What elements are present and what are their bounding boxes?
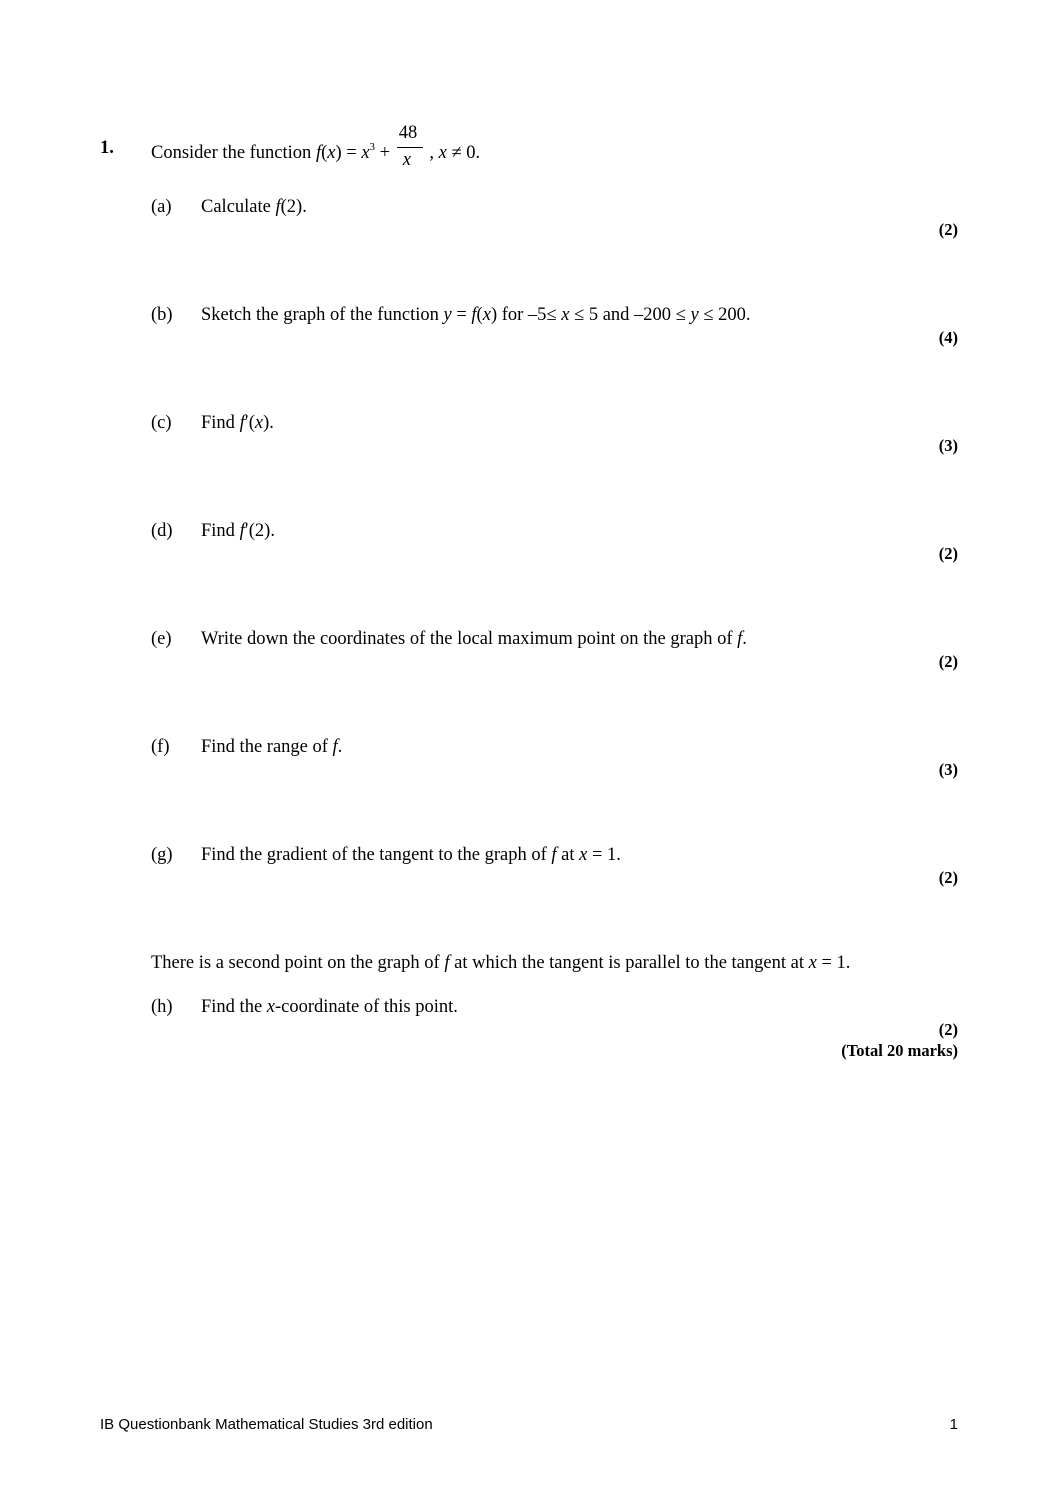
total-marks: (Total 20 marks) <box>841 1041 958 1060</box>
part-b-marks: (4) <box>938 328 958 347</box>
footer-source: IB Questionbank Mathematical Studies 3rd edition <box>100 1416 433 1433</box>
part-c-text <box>201 413 274 434</box>
part-d-label: (d) <box>151 521 173 541</box>
comma: , <box>424 143 439 163</box>
func-name: f <box>315 143 322 163</box>
var-x: x <box>808 953 817 973</box>
text-run: Calculate <box>201 197 276 217</box>
plus-sign: + <box>375 143 395 163</box>
text-run: Sketch the graph of the function <box>201 305 444 325</box>
part-a-text <box>201 197 307 218</box>
condition-rest: ≠ 0. <box>446 143 481 163</box>
func-name: f <box>332 737 338 757</box>
var-x: x <box>561 305 570 325</box>
text-run: ′( <box>244 413 255 433</box>
text-run: ) for –5≤ <box>490 305 562 325</box>
text-run: ≤ 200. <box>698 305 751 325</box>
func-name: f <box>471 305 477 325</box>
part-e-label: (e) <box>151 629 172 649</box>
text-run: ( <box>476 305 483 325</box>
text-run: = <box>451 305 472 325</box>
part-c-marks: (3) <box>938 436 958 455</box>
part-h-label: (h) <box>151 997 173 1017</box>
footer-page-number: 1 <box>949 1416 958 1433</box>
part-e-text <box>201 629 747 650</box>
part-h-text <box>201 997 458 1018</box>
text-run: Find <box>201 413 240 433</box>
var-y: y <box>690 305 699 325</box>
func-name: f <box>444 953 450 973</box>
text-run: . <box>742 629 747 649</box>
func-name: f <box>275 197 281 217</box>
func-name: f <box>551 845 557 865</box>
part-b-text <box>201 305 750 326</box>
stem-prefix: Consider the function <box>151 143 316 163</box>
part-a-label: (a) <box>151 197 172 217</box>
func-close: ) = <box>335 143 362 163</box>
part-e-marks: (2) <box>938 652 958 671</box>
text-run: -coordinate of this point. <box>275 997 458 1017</box>
text-run: Find the <box>201 997 267 1017</box>
fraction-denominator: x <box>402 150 411 170</box>
x-base: x <box>361 143 370 163</box>
var-x: x <box>482 305 491 325</box>
var-y: y <box>443 305 452 325</box>
text-run: ≤ 5 and –200 ≤ <box>569 305 691 325</box>
text-run: = 1. <box>587 845 621 865</box>
part-g-label: (g) <box>151 845 173 865</box>
part-g-marks: (2) <box>938 868 958 887</box>
var-x: x <box>254 413 264 433</box>
part-f-label: (f) <box>151 737 170 757</box>
interlude-text <box>151 953 850 974</box>
text-run: ). <box>263 413 274 433</box>
part-h-marks: (2) <box>938 1020 958 1039</box>
question-stem <box>151 123 481 170</box>
part-f-text <box>201 737 342 758</box>
fraction-bar <box>397 147 423 148</box>
question-number: 1. <box>100 138 114 158</box>
text-run: Find the gradient of the tangent to the graph of <box>201 845 552 865</box>
part-d-marks: (2) <box>938 544 958 563</box>
exponent: 3 <box>369 141 376 153</box>
text-run: (2). <box>280 197 307 217</box>
text-run: There is a second point on the graph of <box>151 953 445 973</box>
part-g-text <box>201 845 621 866</box>
part-b-label: (b) <box>151 305 173 325</box>
func-open: ( <box>321 143 328 163</box>
text-run: at <box>556 845 580 865</box>
condition-var: x <box>438 143 447 163</box>
text-run: Find <box>201 521 240 541</box>
text-run: ′(2). <box>244 521 275 541</box>
fraction-numerator: 48 <box>398 123 418 143</box>
part-d-text <box>201 521 275 542</box>
fraction <box>397 123 423 170</box>
func-name: f <box>737 629 743 649</box>
text-run: Find the range of <box>201 737 333 757</box>
text-run: at which the tangent is parallel to the tangent at <box>449 953 809 973</box>
func-var: x <box>327 143 336 163</box>
var-x: x <box>579 845 588 865</box>
func-name: f <box>239 521 245 541</box>
part-a-marks: (2) <box>938 220 958 239</box>
part-c-label: (c) <box>151 413 172 433</box>
part-f-marks: (3) <box>938 760 958 779</box>
text-run: Write down the coordinates of the local maximum point on the graph of <box>201 629 738 649</box>
func-name: f <box>239 413 245 433</box>
text-run: = 1. <box>816 953 851 973</box>
text-run: . <box>337 737 343 757</box>
var-x: x <box>266 997 275 1017</box>
